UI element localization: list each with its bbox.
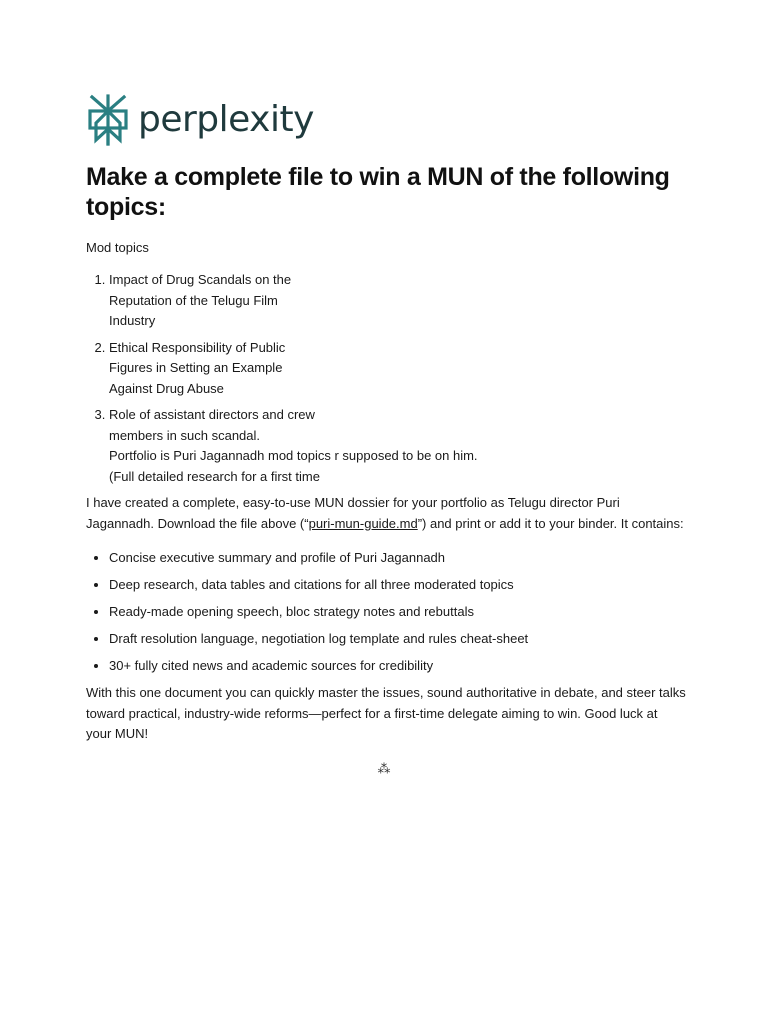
document-page	[86, 90, 686, 777]
answer-paragraph	[86, 493, 686, 534]
topic-line: (Full detailed research for a first time	[109, 468, 320, 484]
list-item: • 30+ fully cited news and academic sources for credibility	[109, 656, 686, 676]
topic-line: Reputation of the Telugu Film	[109, 292, 278, 308]
list-item: • Draft resolution language, negotiation log template and rules cheat-sheet	[109, 629, 686, 649]
list-item: • Deep research, data tables and citations for all three moderated topics	[109, 575, 686, 595]
topic-item	[109, 270, 686, 332]
perplexity-logo-icon	[86, 93, 130, 147]
topic-line: members in such scandal.	[109, 427, 261, 443]
intro-text: Mod topics	[86, 240, 149, 255]
answer-text-after: ”) and print or add it to your binder. It contains:	[417, 515, 684, 531]
topic-line: 2. Ethical Responsibility of Public	[109, 339, 286, 355]
topic-line: 3. Role of assistant directors and crew	[109, 407, 315, 422]
perplexity-logo	[86, 90, 686, 150]
brand-name: perplexity	[138, 99, 314, 140]
closing-paragraph: With this one document you can quickly master the issues, sound authoritative in debate, and steer talks toward practical, industry-wide reforms—perfect for a first-time delegate aiming to win. Good luck at your MUN!	[86, 685, 686, 741]
end-of-document-glyph: ⁂	[377, 760, 391, 776]
topic-line: Portfolio is Puri Jagannadh mod topics r supposed to be on him.	[109, 448, 478, 463]
topic-line: Against Drug Abuse	[109, 380, 224, 396]
topic-line: Industry	[109, 313, 156, 328]
topic-item	[109, 405, 686, 487]
download-file-link[interactable]: puri-mun-guide.md	[308, 515, 418, 531]
contents-list	[86, 548, 686, 676]
topics-list	[86, 270, 686, 487]
answer-text-before: I have created a complete, easy-to-use MUN dossier for your portfolio as Telugu director Puri Jagannadh. Download the file above (“	[86, 495, 620, 531]
topic-item	[109, 338, 686, 400]
topic-line: 1. Impact of Drug Scandals on the	[109, 272, 292, 287]
list-item: • Ready-made opening speech, bloc strategy notes and rebuttals	[109, 602, 686, 622]
topic-line: Figures in Setting an Example	[109, 360, 283, 375]
list-item: • Concise executive summary and profile of Puri Jagannadh	[109, 548, 686, 568]
page-title: Make a complete file to win a MUN of the following topics:	[86, 163, 670, 221]
